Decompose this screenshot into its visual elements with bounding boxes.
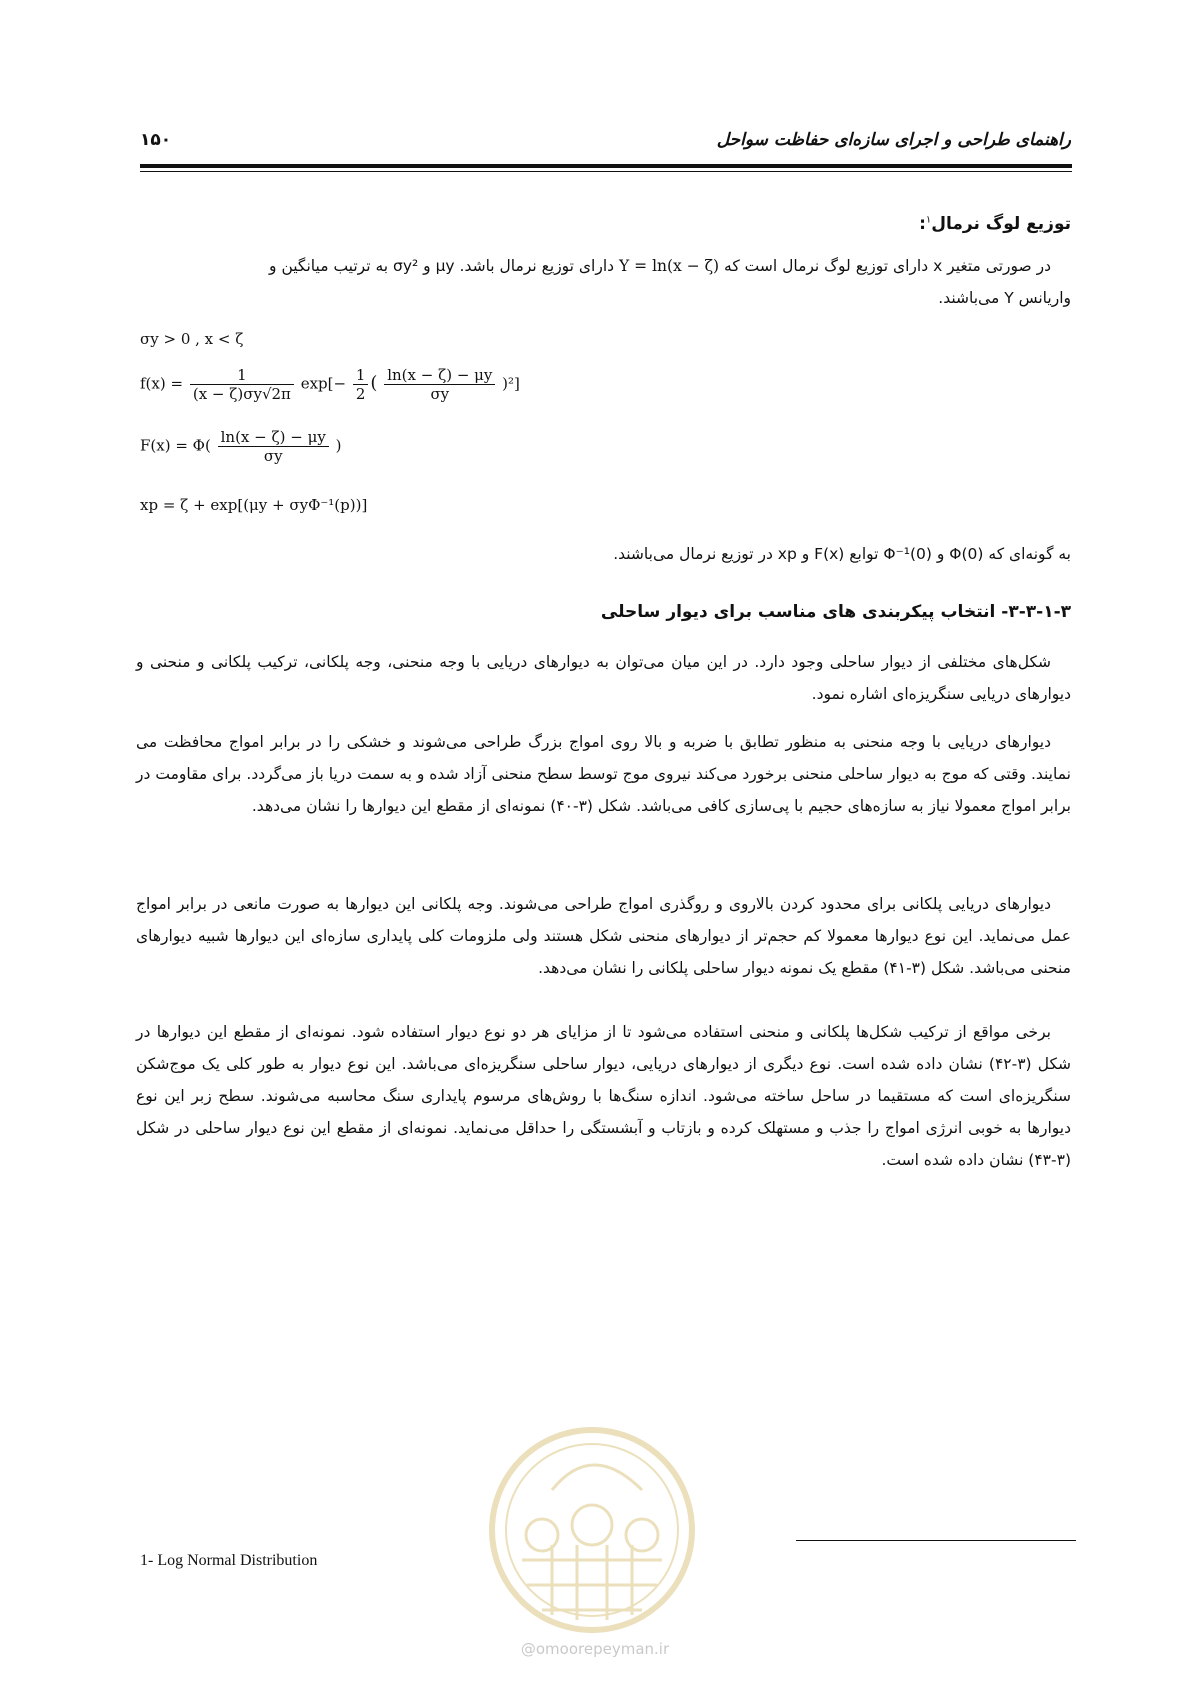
pdf-lhs: f(x) = — [140, 374, 184, 393]
pdf-half-fraction — [353, 366, 369, 403]
pdf-exp: exp[− — [300, 374, 347, 393]
inner-num: ln(x − ζ) − μy — [384, 366, 495, 385]
watermark-seal-logo — [482, 1420, 702, 1640]
inner-den: σy — [430, 385, 450, 403]
half-den: 2 — [355, 385, 366, 403]
equation-pdf: f(x) = $\frac{1}{(x - \zeta)\sigma y√2\pi}$ exp[− $\frac{1}{2}$ ( $\frac{\ln(x - \zeta) - \mu y}{\sigma y}$ )²] — [140, 366, 520, 403]
p4-text: برخی مواقع از ترکیب شکل‌ها پلکانی و منحنی استفاده می‌شود تا از مزایای هر دو نوع دیوار استفاده شود. نمونه‌ای از مقطع این دیوارها در شکل (۳-۴۲) نشان داده شده است. نوع دیگری از دیوارهای دریایی، دیوار ساحلی سنگریزه‌ای می‌باشد. این نوع دیوار به طور کلی یک موج‌شکن سنگریزه‌ای است که مستقیما در ساحل ساخته می‌شود. اندازه سنگ‌ها با روش‌های مرسوم پایداری سنگ محاسبه می‌شوند. سطح زبر این نوع دیوارها به خوبی انرژی امواج را جذب و مستهلک کرده و بازتاب و آبشستگی را حداقل می‌نماید. نمونه‌ای از مقطع این نوع دیوار ساحلی در شکل (۳-۴۳) نشان داده شده است. — [136, 1023, 1071, 1169]
footnote-text: 1- Log Normal Distribution — [140, 1552, 318, 1569]
section-heading-lognormal: توزیع لوگ نرمال$^۱$: — [919, 214, 1071, 234]
watermark-url: @omoorepeyman.ir — [520, 1640, 670, 1658]
paragraph-lognormal-definition — [136, 250, 1071, 314]
equation-cdf — [140, 428, 341, 465]
paragraph-combined-rubble-seawalls — [136, 1016, 1071, 1176]
pdf-coef-num: 1 — [190, 366, 294, 385]
pdf-coefficient-fraction — [190, 366, 294, 403]
cdf-tail: ) — [335, 436, 342, 455]
cdf-lhs: F(x) = Φ( — [140, 436, 211, 455]
paragraph-function-note — [136, 538, 1071, 570]
pdf-coef-den: (x − ζ)σy√2π — [192, 385, 291, 403]
paragraph-stepped-seawalls — [136, 888, 1071, 984]
header-rule-thin — [140, 171, 1072, 172]
section-heading-seawall-configurations: ۳-۳-۱-۳- انتخاب پیکربندی های مناسب برای دیوار ساحلی — [600, 602, 1071, 622]
footnote-marker: ۱ — [925, 214, 932, 226]
para1-line2: واریانس Y می‌باشند. — [938, 289, 1071, 307]
p1-text: شکل‌های مختلفی از دیوار ساحلی وجود دارد. در این میان می‌توان به دیوارهای دریایی با وجه منحنی، وجه پلکانی، ترکیب پلکانی و منحنی و دیوارهای دریایی سنگریزه‌ای اشاره نمود. — [136, 653, 1071, 703]
para1-equation: Y = ln(x − ζ) — [619, 257, 720, 275]
paragraph-curved-seawalls — [136, 726, 1071, 822]
heading-text: توزیع لوگ نرمال — [931, 214, 1071, 234]
paragraph-seawall-types — [136, 646, 1071, 710]
para1-part-b: دارای توزیع نرمال باشد. μy و σy² به ترتیب میانگین و — [269, 257, 615, 275]
pdf-inner-fraction — [384, 366, 495, 403]
running-header-title: راهنمای طراحی و اجرای سازه‌ای حفاظت سواحل — [716, 130, 1071, 150]
pdf-tail: )²] — [502, 374, 520, 393]
cdf-fraction — [218, 428, 329, 465]
equation-condition: σy > 0 , x < ζ — [140, 330, 244, 348]
para1-part-a: در صورتی متغیر x دارای توزیع لوگ نرمال است که — [724, 257, 1051, 275]
header-rule-thick — [140, 164, 1072, 168]
half-num: 1 — [353, 366, 369, 385]
cdf-den: σy — [263, 447, 283, 465]
cdf-num: ln(x − ζ) − μy — [218, 428, 329, 447]
footnote-rule — [796, 1540, 1076, 1541]
function-note-text: به گونه‌ای که Φ(0) و Φ⁻¹(0) توابع F(x) و xp در توزیع نرمال می‌باشند. — [613, 545, 1071, 563]
page-number: ۱۵۰ — [140, 130, 172, 150]
p2-text: دیوارهای دریایی با وجه منحنی به منظور تطابق با ضربه و بالا روی امواج بزرگ طراحی می‌شوند و خشکی را در برابر امواج محافظت می نمایند. وقتی که موج به دیوار ساحلی منحنی برخورد می‌کند نیروی موج توسط سطح منحنی آزاد شده و به سمت دریا باز می‌گردد. برای مقاومت در برابر امواج معمولا نیاز به سازه‌های حجیم با پی‌سازی کافی می‌باشد. شکل (۳-۴۰) نمونه‌ای از مقطع این دیوارها را نشان می‌دهد. — [136, 733, 1071, 815]
equation-quantile: xp = ζ + exp[(μy + σyΦ⁻¹(p))] — [140, 496, 368, 514]
p3-text: دیوارهای دریایی پلکانی برای محدود کردن بالاروی و روگذری امواج طراحی می‌شوند. وجه پلکانی این دیوارها به صورت مانعی در برابر امواج عمل می‌نماید. این نوع دیوارها معمولا کم حجم‌تر از دیوارهای منحنی شکل هستند ولی ملزومات کلی پایداری سازه‌ای این دیوارها شبیه دیوارهای منحنی می‌باشد. شکل (۳-۴۱) مقطع یک نمونه دیوار ساحلی پلکانی را نشان می‌دهد. — [136, 895, 1071, 977]
